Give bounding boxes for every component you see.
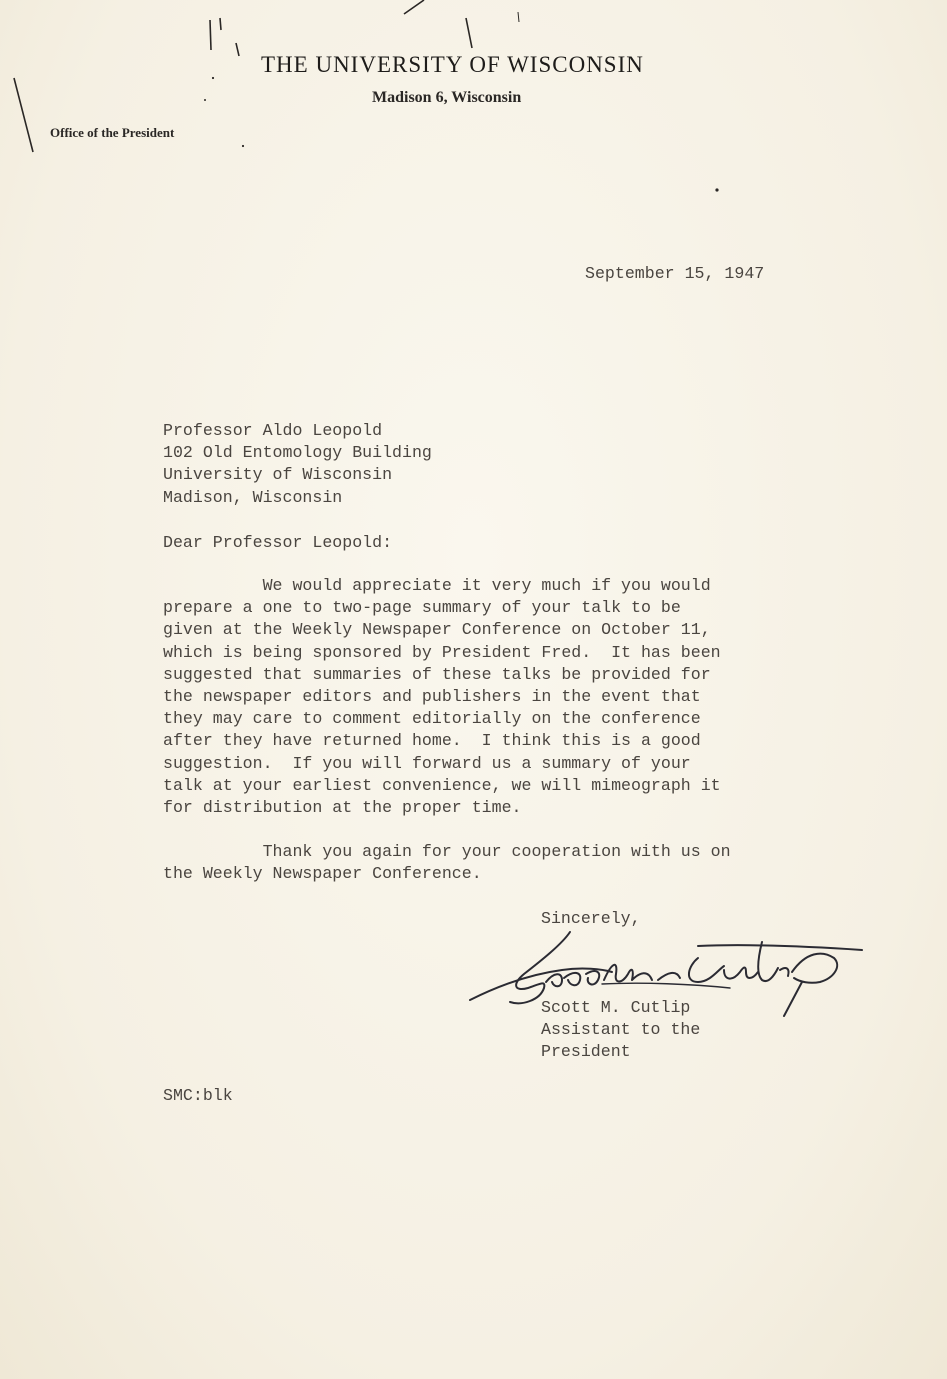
tick-mark (404, 0, 424, 14)
recipient-city: Madison, Wisconsin (163, 487, 343, 507)
letterhead-institution: THE UNIVERSITY OF WISCONSIN (261, 52, 644, 77)
signer-title-line1: Assistant to the (541, 1020, 701, 1040)
tick-mark (210, 20, 211, 50)
signer-block (541, 997, 700, 1064)
recipient-organization: University of Wisconsin (163, 465, 393, 485)
tick-mark (466, 18, 472, 48)
body-paragraph-2: Thank you again for your cooperation with us on the Weekly Newspaper Conference. (163, 842, 731, 884)
recipient-street: 102 Old Entomology Building (163, 443, 432, 463)
tick-mark (236, 43, 239, 56)
recipient-address (163, 420, 432, 509)
salutation: Dear Professor Leopold: (163, 533, 393, 552)
letter-date: September 15, 1947 (585, 264, 765, 283)
signer-name: Scott M. Cutlip (541, 998, 691, 1017)
tick-mark (220, 18, 221, 30)
signer-title-line2: President (541, 1042, 631, 1062)
recipient-name: Professor Aldo Leopold (163, 421, 383, 440)
letterhead-city: Madison 6, Wisconsin (372, 89, 522, 106)
reference-initials: SMC:blk (163, 1086, 233, 1105)
tick-mark (518, 12, 519, 22)
left-edge-stroke (14, 78, 33, 152)
letterhead-office: Office of the President (50, 125, 175, 140)
body-paragraph-1: We would appreciate it very much if you would prepare a one to two-page summary of your talk to be given at the Weekly Newspaper Conference on October 11, which is being sponsored by President Fred. It has been suggested that summaries of these talks be provided for the newspaper editors and publishers in the event that they may care to comment editorially on the conference after they have returned home. I think this is a good suggestion. If you will forward us a summary of your talk at your earliest convenience, we will mimeograph it for distribution at the proper time. (163, 576, 721, 818)
closing: Sincerely, (541, 909, 641, 928)
